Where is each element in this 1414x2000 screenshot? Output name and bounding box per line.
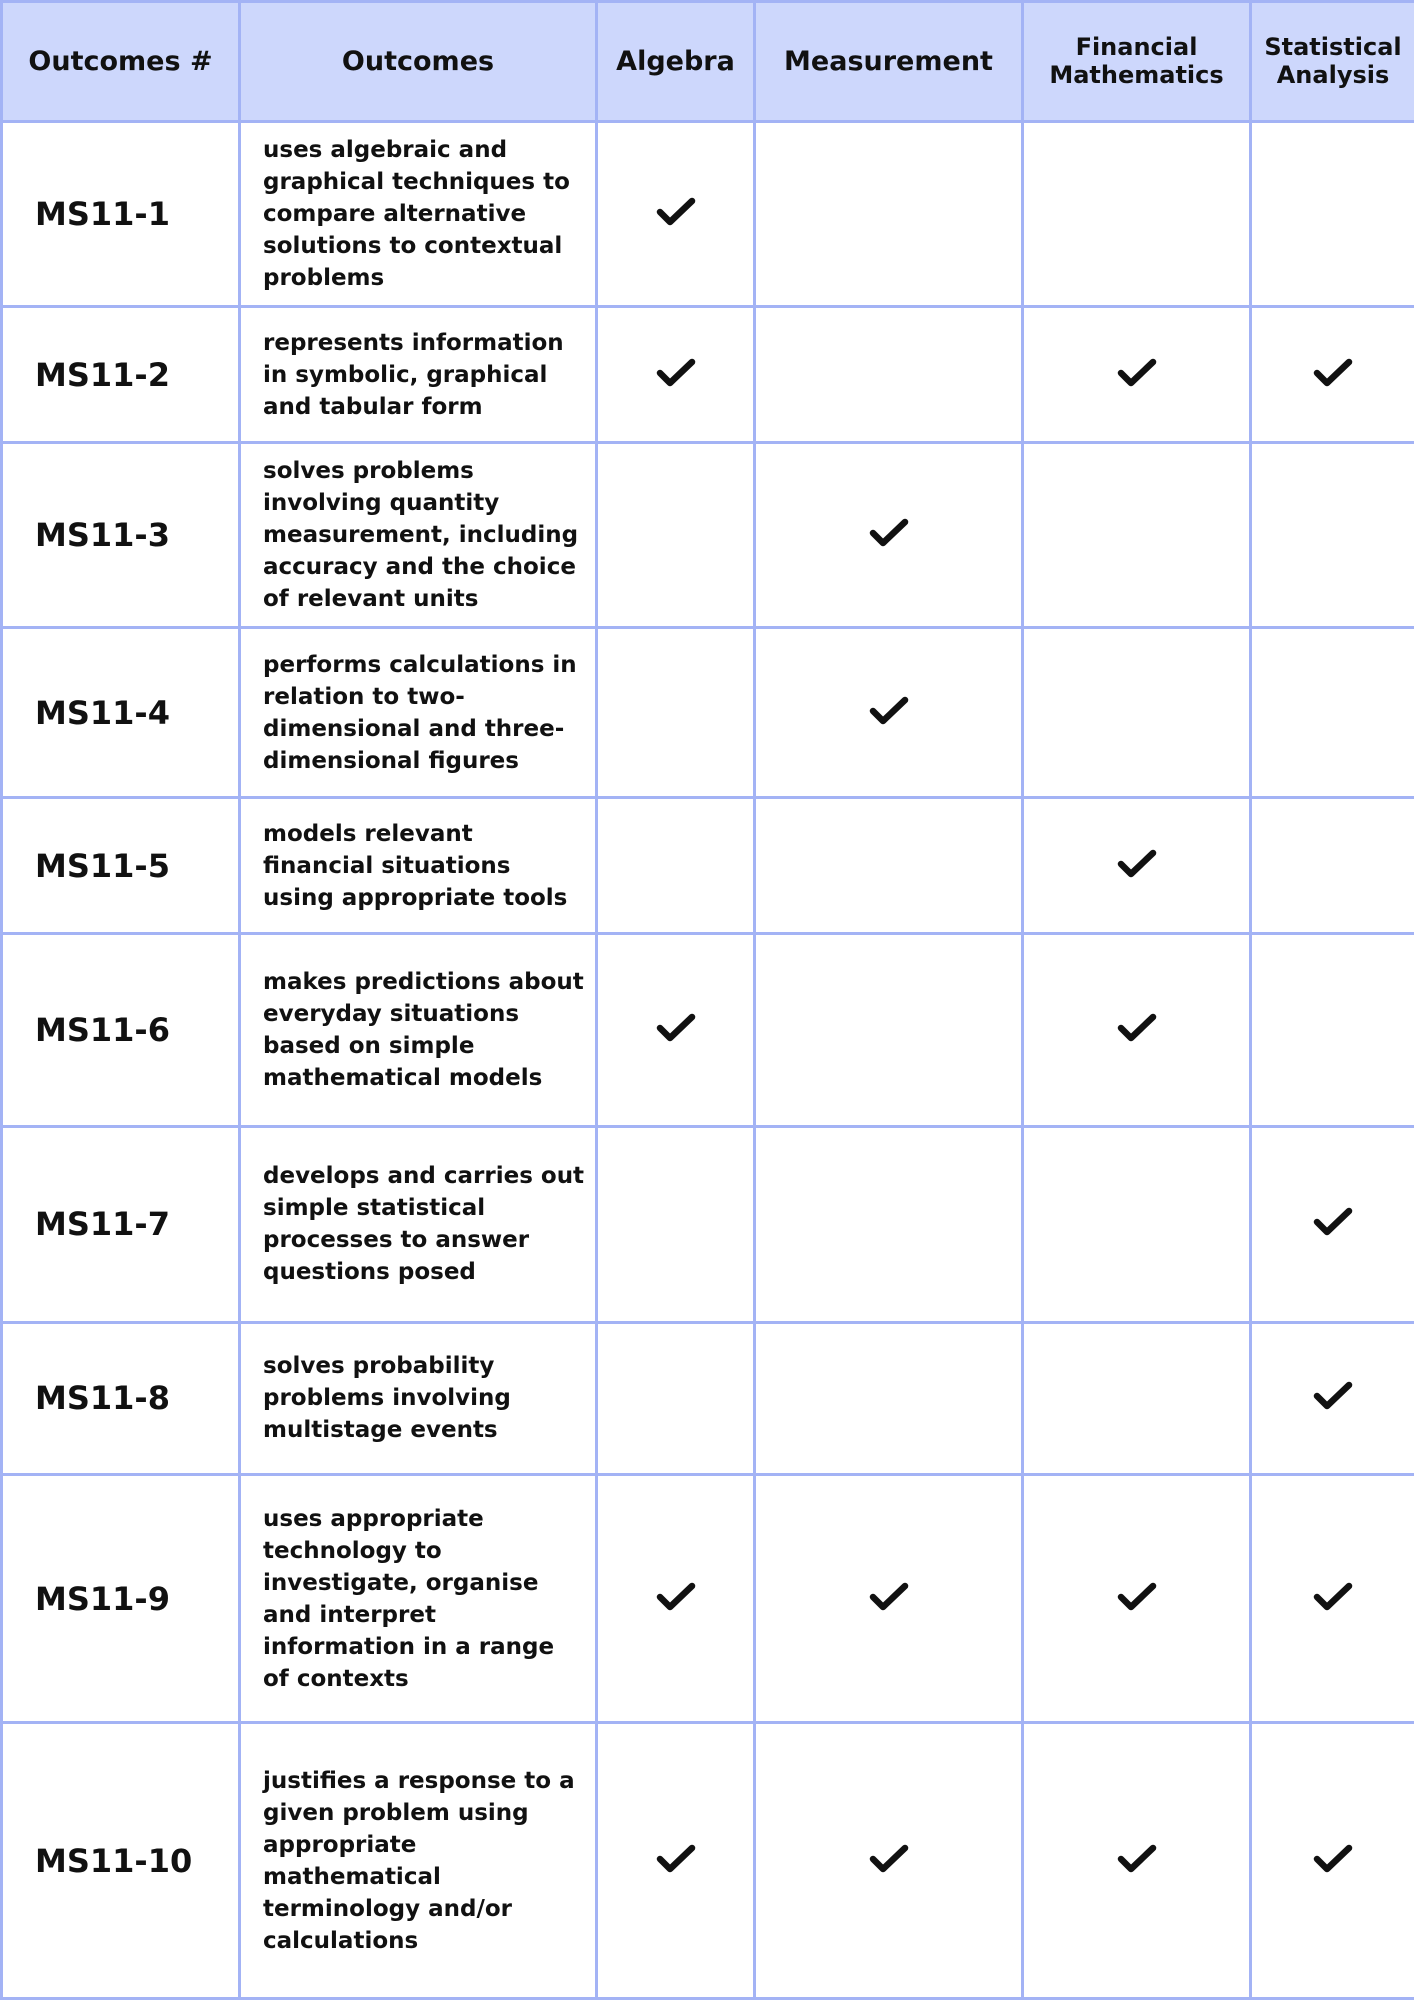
cell-statistical	[1251, 442, 1414, 627]
checkmark-icon	[1116, 1843, 1158, 1875]
header-financial-mathematics: Financial Mathematics	[1023, 2, 1251, 122]
cell-measurement	[755, 798, 1023, 933]
cell-statistical	[1251, 1474, 1414, 1723]
cell-measurement	[755, 1474, 1023, 1723]
cell-measurement	[755, 307, 1023, 442]
outcome-code: MS11-3	[2, 442, 240, 627]
outcome-code: MS11-6	[2, 933, 240, 1126]
cell-financial	[1023, 307, 1251, 442]
checkmark-icon	[1312, 1380, 1354, 1412]
outcome-description: solves probability problems involving multistage events	[240, 1322, 597, 1474]
checkmark-icon	[655, 1843, 697, 1875]
cell-financial	[1023, 442, 1251, 627]
table-row	[2, 798, 1414, 933]
header-algebra: Algebra	[597, 2, 755, 122]
outcome-description: represents information in symbolic, graphical and tabular form	[240, 307, 597, 442]
cell-algebra	[597, 307, 755, 442]
outcome-description: develops and carries out simple statistical processes to answer questions posed	[240, 1127, 597, 1322]
header-outcome-code: Outcomes #	[2, 2, 240, 122]
checkmark-icon	[655, 196, 697, 228]
outcome-description: makes predictions about everyday situations based on simple mathematical models	[240, 933, 597, 1126]
cell-statistical	[1251, 798, 1414, 933]
cell-algebra	[597, 122, 755, 307]
outcome-description: justifies a response to a given problem using appropriate mathematical terminology and/or calculations	[240, 1723, 597, 1999]
table-row	[2, 307, 1414, 442]
header-row	[2, 2, 1414, 122]
cell-statistical	[1251, 122, 1414, 307]
header-outcome: Outcomes	[240, 2, 597, 122]
cell-financial	[1023, 122, 1251, 307]
outcome-code: MS11-10	[2, 1723, 240, 1999]
table-row	[2, 122, 1414, 307]
table-row	[2, 442, 1414, 627]
cell-financial	[1023, 798, 1251, 933]
checkmark-icon	[655, 1012, 697, 1044]
cell-financial	[1023, 1723, 1251, 1999]
checkmark-icon	[1116, 357, 1158, 389]
table-row	[2, 628, 1414, 798]
outcome-code: MS11-2	[2, 307, 240, 442]
cell-financial	[1023, 1127, 1251, 1322]
cell-algebra	[597, 798, 755, 933]
outcome-description: solves problems involving quantity measurement, including accuracy and the choice of relevant units	[240, 442, 597, 627]
header-statistical-analysis: Statistical Analysis	[1251, 2, 1414, 122]
cell-statistical	[1251, 933, 1414, 1126]
table-row	[2, 1127, 1414, 1322]
outcome-code: MS11-4	[2, 628, 240, 798]
checkmark-icon	[1116, 1012, 1158, 1044]
cell-algebra	[597, 628, 755, 798]
checkmark-icon	[655, 1581, 697, 1613]
checkmark-icon	[868, 1843, 910, 1875]
outcome-code: MS11-8	[2, 1322, 240, 1474]
cell-statistical	[1251, 1723, 1414, 1999]
outcome-code: MS11-9	[2, 1474, 240, 1723]
outcome-code: MS11-5	[2, 798, 240, 933]
outcome-code: MS11-1	[2, 122, 240, 307]
table-row	[2, 1723, 1414, 1999]
cell-algebra	[597, 1127, 755, 1322]
table-row	[2, 1474, 1414, 1723]
cell-algebra	[597, 442, 755, 627]
cell-measurement	[755, 1322, 1023, 1474]
cell-measurement	[755, 442, 1023, 627]
checkmark-icon	[1312, 1843, 1354, 1875]
outcome-description: uses appropriate technology to investigate, organise and interpret information in a range of contexts	[240, 1474, 597, 1723]
checkmark-icon	[1312, 1206, 1354, 1238]
header-measurement: Measurement	[755, 2, 1023, 122]
cell-financial	[1023, 933, 1251, 1126]
cell-financial	[1023, 1474, 1251, 1723]
checkmark-icon	[868, 517, 910, 549]
cell-measurement	[755, 628, 1023, 798]
cell-financial	[1023, 628, 1251, 798]
outcome-code: MS11-7	[2, 1127, 240, 1322]
cell-statistical	[1251, 307, 1414, 442]
outcome-description: performs calculations in relation to two-dimensional and three-dimensional figures	[240, 628, 597, 798]
checkmark-icon	[1116, 1581, 1158, 1613]
cell-algebra	[597, 1322, 755, 1474]
table-row	[2, 933, 1414, 1126]
checkmark-icon	[1116, 848, 1158, 880]
checkmark-icon	[1312, 1581, 1354, 1613]
table-body	[2, 122, 1414, 1999]
outcome-description: uses algebraic and graphical techniques to compare alternative solutions to contextual problems	[240, 122, 597, 307]
checkmark-icon	[868, 695, 910, 727]
cell-statistical	[1251, 1127, 1414, 1322]
cell-statistical	[1251, 628, 1414, 798]
cell-statistical	[1251, 1322, 1414, 1474]
cell-measurement	[755, 1723, 1023, 1999]
cell-algebra	[597, 1474, 755, 1723]
cell-algebra	[597, 933, 755, 1126]
cell-measurement	[755, 122, 1023, 307]
checkmark-icon	[1312, 357, 1354, 389]
checkmark-icon	[655, 357, 697, 389]
cell-financial	[1023, 1322, 1251, 1474]
cell-measurement	[755, 1127, 1023, 1322]
checkmark-icon	[868, 1581, 910, 1613]
cell-algebra	[597, 1723, 755, 1999]
table-row	[2, 1322, 1414, 1474]
cell-measurement	[755, 933, 1023, 1126]
outcome-description: models relevant financial situations using appropriate tools	[240, 798, 597, 933]
